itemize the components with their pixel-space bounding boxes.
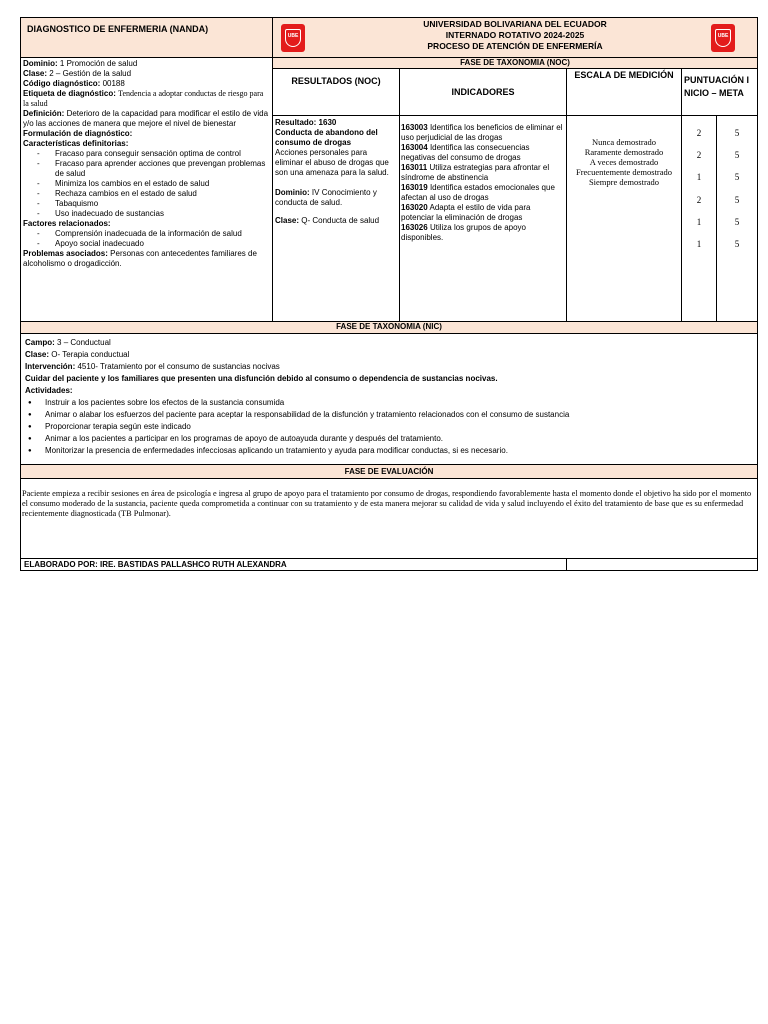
- list-item: - Comprensión inadecuada de la información de salud: [37, 229, 270, 239]
- scale-level: A veces demostrado: [589, 157, 659, 167]
- program-name: INTERNADO ROTATIVO 2024-2025: [445, 30, 585, 40]
- nic-intervencion: 4510- Tratamiento por el consumo de sustancias nocivas: [77, 362, 280, 371]
- score-inicio: 1: [696, 216, 702, 227]
- nic-campo: 3 – Conductual: [57, 338, 111, 347]
- col-puntuacion: PUNTUACIÓN INICIO – META: [682, 69, 758, 116]
- list-item: - Apoyo social inadecuado: [37, 239, 270, 249]
- caracteristicas-heading: Características definitorias:: [23, 139, 129, 148]
- nanda-etiqueta: Tendencia a adoptar conductas de riesgo para la salud: [23, 89, 264, 108]
- indicator-item: 163003 Identifica los beneficios de eliminar el uso perjudicial de las drogas: [401, 123, 563, 142]
- col-resultados: RESULTADOS (NOC): [273, 69, 400, 116]
- score-meta: 5: [734, 150, 740, 161]
- nic-clase: O- Terapia conductual: [51, 350, 130, 359]
- list-item: ● Proporcionar terapia según este indicado: [25, 421, 753, 433]
- col-indicadores: INDICADORES: [400, 69, 567, 116]
- university-logo-right: UBE: [711, 24, 735, 52]
- score-inicio: 1: [696, 239, 702, 250]
- list-item: - Tabaquismo: [37, 199, 270, 209]
- score-inicio: 2: [696, 194, 702, 205]
- list-item: - Fracaso para aprender acciones que prevengan problemas de salud: [37, 159, 270, 179]
- nanda-definicion: Deterioro de la capacidad para modificar el estilo de vida y/o las acciones de manera que mejore el nivel de bienestar: [23, 109, 269, 128]
- score-meta: 5: [734, 128, 740, 138]
- indicator-item: 163004 Identifica las consecuencias negativas del consumo de drogas: [401, 143, 530, 162]
- resultado-code: Resultado: 1630: [275, 118, 337, 127]
- list-item: - Rechaza cambios en el estado de salud: [37, 189, 270, 199]
- list-item: - Uso inadecuado de sustancias: [37, 209, 270, 219]
- nanda-clase: 2 – Gestión de la salud: [49, 69, 132, 78]
- noc-resultado: Resultado: 1630 Conducta de abandono del consumo de drogas Acciones personales para eliminar el abuso de drogas que son una amenaza para la salud. Dominio: IV Conocimiento y conducta de salud. Clase: Q- Conducta de salud: [273, 116, 400, 322]
- indicator-item: 163020 Adapta el estilo de vida para potenciar la eliminación de drogas: [401, 203, 531, 222]
- noc-escala: [567, 116, 682, 322]
- signature-cell: [567, 559, 758, 571]
- university-name: UNIVERSIDAD BOLIVARIANA DEL ECUADOR: [423, 19, 607, 29]
- score-meta: 5: [734, 172, 740, 183]
- nursing-care-plan: [20, 17, 757, 571]
- list-item: ● Monitorizar la presencia de enfermedades infecciosas aplicando un tratamiento y ayuda para modificar conductas, si es necesario.: [25, 445, 753, 457]
- indicator-item: 163026 Utiliza los grupos de apoyo disponibles.: [401, 223, 526, 242]
- list-item: - Minimiza los cambios en el estado de salud: [37, 179, 270, 189]
- scale-level: Siempre demostrado: [588, 177, 660, 187]
- nanda-codigo: 00188: [102, 79, 125, 88]
- nanda-dominio: 1 Promoción de salud: [59, 59, 138, 68]
- list-item: ● Animar o alabar los esfuerzos del paciente para aceptar la responsabilidad de la disfunción y tratamiento relacionados con el consumo de sustancia: [25, 409, 753, 421]
- nic-cuidar: Cuidar del paciente y los familiares que presenten una disfunción debido al consumo o dependencia de sustancias nocivas.: [25, 374, 498, 383]
- score-inicio: 2: [696, 128, 702, 138]
- resultado-desc: Acciones personales para eliminar el abuso de drogas que son una amenaza para la salud.: [275, 148, 389, 177]
- factores-heading: Factores relacionados:: [23, 219, 111, 228]
- col-escala: ESCALA DE MEDICIÓN: [567, 69, 682, 116]
- list-item: ● Animar a los pacientes a participar en los programas de apoyo de autoayuda durante y después del tratamiento.: [25, 433, 753, 445]
- resultado-title: Conducta de abandono del consumo de drogas: [275, 128, 378, 147]
- scale-level: Frecuentemente demostrado: [575, 167, 673, 177]
- puntuacion-meta: [717, 116, 758, 322]
- score-inicio: 1: [696, 172, 702, 183]
- actividades-list: [25, 397, 753, 457]
- university-logo-left: UBE: [281, 24, 305, 52]
- scale-level: Raramente demostrado: [584, 147, 664, 157]
- caracteristicas-list: [23, 149, 270, 219]
- noc-indicadores: [400, 116, 567, 322]
- nanda-formulacion: Formulación de diagnóstico:: [23, 129, 133, 138]
- nic-body: Campo: 3 – Conductual Clase: O- Terapia conductual Intervención: 4510- Tratamiento por el consumo de sustancias nocivas Cuidar del paciente y los familiares que presenten una disfunción debido al consumo o dependencia de sustancias nocivas. Actividades: ● Instruir a los pacientes sobre los efectos de la sustancia consumida ● Animar o alabar los esfuerzos del paciente para aceptar la responsabilidad de la disfunción y tratamiento relacionados con el consumo de sustancia ● Proporcionar terapia según este indicado ● Animar a los pacientes a participar en los programas de apoyo de autoayuda durante y después del tratamiento. ● Monitorizar la presencia de enfermedades infecciosas aplicando un tratamiento y ayuda para modificar conductas, si es necesario.: [21, 334, 758, 465]
- score-meta: 5: [734, 194, 740, 205]
- indicator-item: 163019 Identifica estados emocionales que afectan al uso de drogas: [401, 183, 555, 202]
- indicator-item: 163011 Utiliza estrategias para afrontar el síndrome de abstinencia: [401, 163, 550, 182]
- puntuacion-inicio: [682, 116, 717, 322]
- actividades-heading: Actividades:: [25, 386, 73, 395]
- score-meta: 5: [734, 216, 740, 227]
- noc-clase: Q- Conducta de salud: [301, 216, 380, 225]
- score-inicio: 2: [696, 150, 702, 161]
- care-plan-table: [20, 17, 758, 571]
- nanda-title: DIAGNOSTICO DE ENFERMERIA (NANDA): [21, 18, 273, 58]
- nanda-problemas: Personas con antecedentes familiares de alcoholismo o drogadicción.: [23, 249, 257, 268]
- scale-level: Nunca demostrado: [592, 137, 656, 147]
- list-item: - Fracaso para conseguir sensación optima de control: [37, 149, 270, 159]
- list-item: ● Instruir a los pacientes sobre los efectos de la sustancia consumida: [25, 397, 753, 409]
- evaluacion-text: Paciente empieza a recibir sesiones en área de psicología e ingresa al grupo de apoyo para el tratamiento por consumo de drogas, respondiendo favorablemente hasta el momento donde el objetivo ha sido por el momento el consumo moderado de la sustancia, paciente queda comprometida a continuar con su tratamiento y de esta manera mejorar su calidad de vida y salud incluyendo el éxito del tratamiento de base que es su enfermedad recientemente diagnosticada (TB Pulmonar).: [21, 479, 758, 559]
- process-name: PROCESO DE ATENCIÓN DE ENFERMERÍA: [427, 41, 603, 51]
- nanda-details: Dominio: 1 Promoción de salud Clase: 2 – Gestión de la salud Código diagnóstico: 00188 Etiqueta de diagnóstico: Tendencia a adoptar conductas de riesgo para la salud Definición: Deterioro de la capacidad para modificar el estilo de vida y/o las acciones de manera que mejore el nivel de bienestar Formulación de diagnóstico: Características definitorias: - Fracaso para conseguir sensación optima de control - Fracaso para aprender acciones que prevengan problemas de salud - Minimiza los cambios en el estado de salud - Rechaza cambios en el estado de salud - Tabaquismo - Uso inadecuado de sustancias Factores relacionados: - Comprensión inadecuada de la información de salud - Apoyo social inadecuado Problemas asociados: Personas con antecedentes familiares de alcoholismo o drogadicción.: [21, 58, 273, 322]
- score-meta: 5: [734, 239, 740, 250]
- elaborado-por: ELABORADO POR: IRE. BASTIDAS PALLASHCO RUTH ALEXANDRA: [21, 559, 567, 571]
- noc-dominio: IV Conocimiento y conducta de salud.: [275, 188, 377, 207]
- university-header: [273, 18, 758, 58]
- noc-phase-title: FASE DE TAXONOMIA (NOC): [273, 58, 758, 69]
- nic-phase-title: FASE DE TAXONOMIA (NIC): [21, 322, 758, 334]
- factores-list: [23, 229, 270, 249]
- evaluacion-phase-title: FASE DE EVALUACIÓN: [21, 465, 758, 479]
